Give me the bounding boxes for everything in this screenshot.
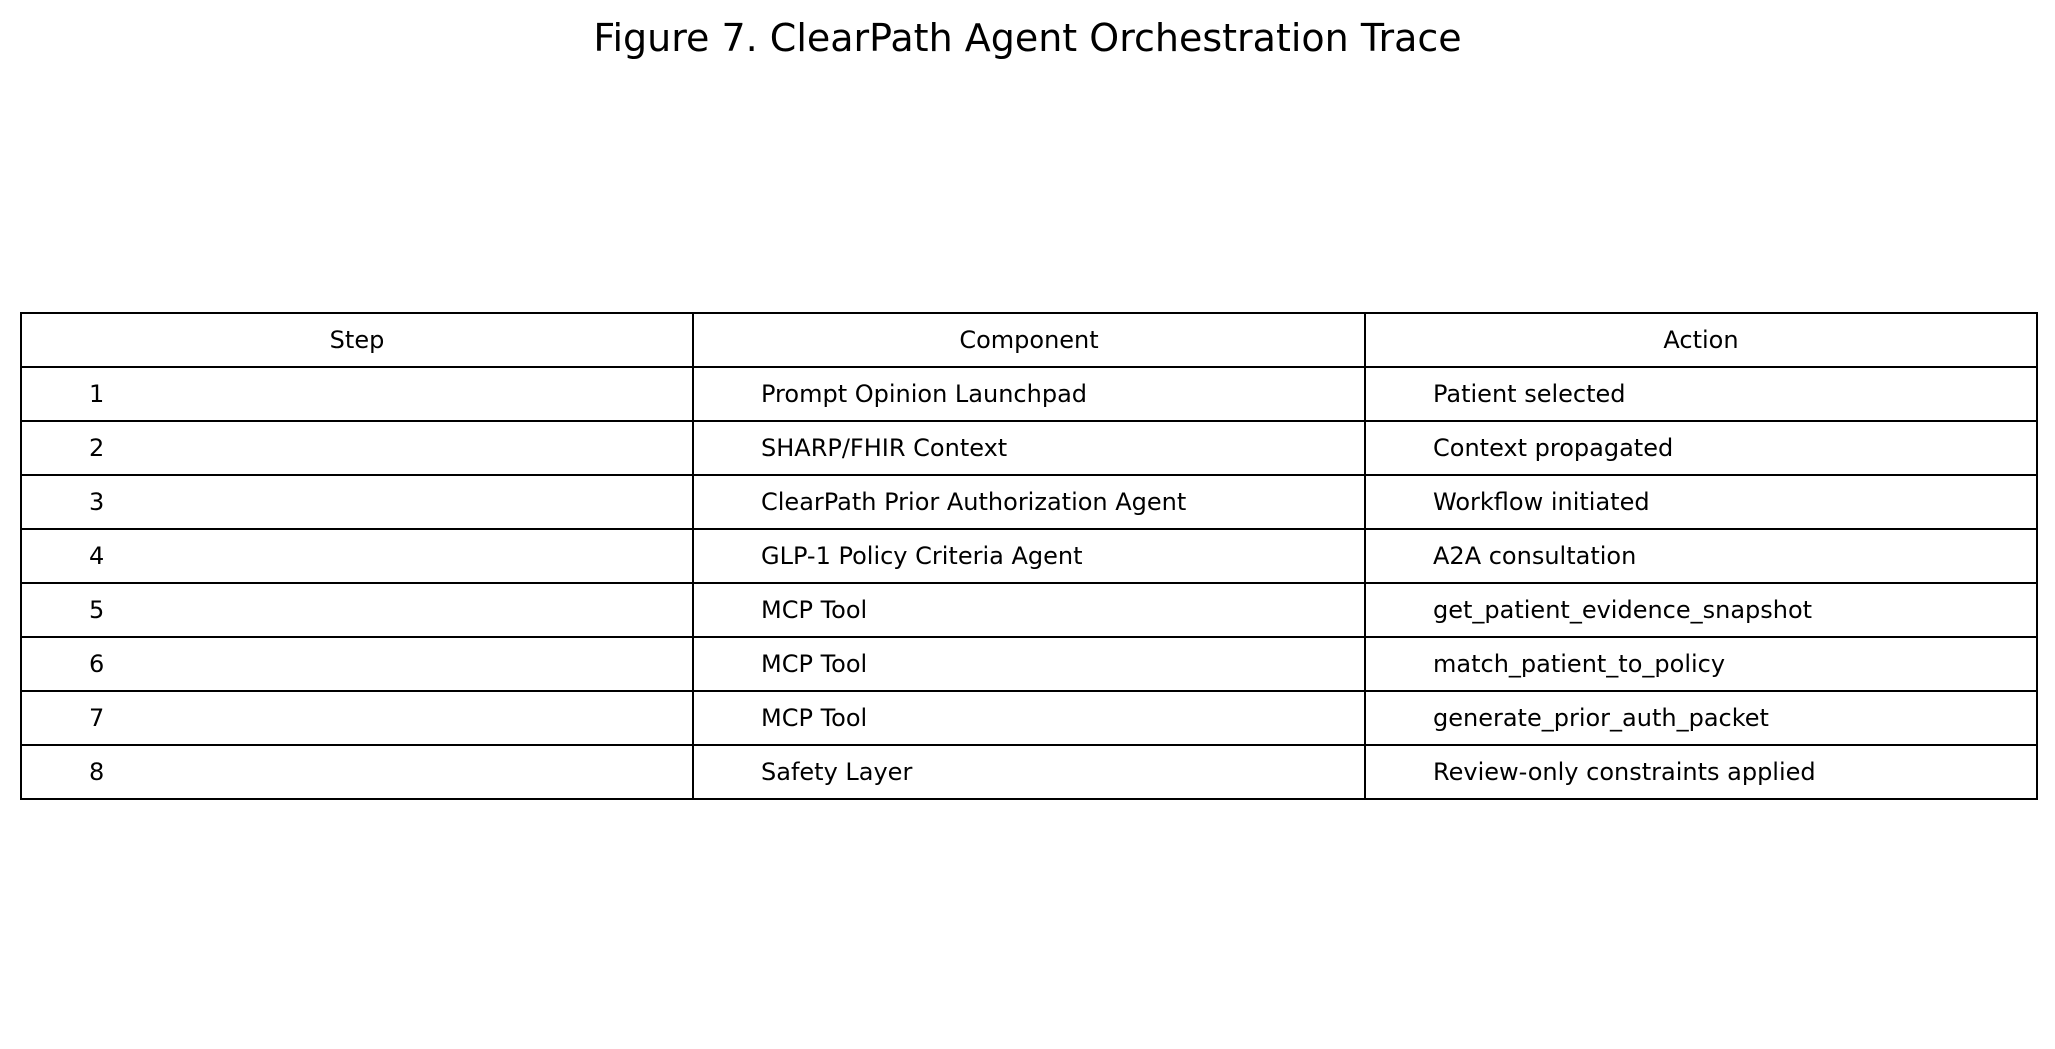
step-cell: 8 bbox=[21, 745, 693, 799]
column-header-step: Step bbox=[21, 313, 693, 367]
action-cell: Workflow initiated bbox=[1365, 475, 2037, 529]
step-cell: 3 bbox=[21, 475, 693, 529]
component-cell: GLP-1 Policy Criteria Agent bbox=[693, 529, 1365, 583]
action-cell: match_patient_to_policy bbox=[1365, 637, 2037, 691]
component-cell: Safety Layer bbox=[693, 745, 1365, 799]
column-header-action: Action bbox=[1365, 313, 2037, 367]
table-row bbox=[21, 475, 2037, 529]
column-header-component: Component bbox=[693, 313, 1365, 367]
orchestration-trace-table bbox=[20, 312, 2038, 800]
step-cell: 2 bbox=[21, 421, 693, 475]
table-header-row bbox=[21, 313, 2037, 367]
component-cell: Prompt Opinion Launchpad bbox=[693, 367, 1365, 421]
action-cell: Context propagated bbox=[1365, 421, 2037, 475]
action-cell: Patient selected bbox=[1365, 367, 2037, 421]
component-cell: MCP Tool bbox=[693, 583, 1365, 637]
table-row bbox=[21, 745, 2037, 799]
action-cell: A2A consultation bbox=[1365, 529, 2037, 583]
action-cell: Review-only constraints applied bbox=[1365, 745, 2037, 799]
component-cell: MCP Tool bbox=[693, 691, 1365, 745]
step-cell: 1 bbox=[21, 367, 693, 421]
table-row bbox=[21, 367, 2037, 421]
step-cell: 4 bbox=[21, 529, 693, 583]
step-cell: 7 bbox=[21, 691, 693, 745]
action-cell: generate_prior_auth_packet bbox=[1365, 691, 2037, 745]
component-cell: SHARP/FHIR Context bbox=[693, 421, 1365, 475]
step-cell: 5 bbox=[21, 583, 693, 637]
figure-title: Figure 7. ClearPath Agent Orchestration Trace bbox=[593, 16, 1462, 60]
component-cell: ClearPath Prior Authorization Agent bbox=[693, 475, 1365, 529]
component-cell: MCP Tool bbox=[693, 637, 1365, 691]
table-row bbox=[21, 637, 2037, 691]
table-row bbox=[21, 691, 2037, 745]
action-cell: get_patient_evidence_snapshot bbox=[1365, 583, 2037, 637]
table-row bbox=[21, 421, 2037, 475]
table-row bbox=[21, 529, 2037, 583]
step-cell: 6 bbox=[21, 637, 693, 691]
table-row bbox=[21, 583, 2037, 637]
table-body bbox=[21, 367, 2037, 799]
